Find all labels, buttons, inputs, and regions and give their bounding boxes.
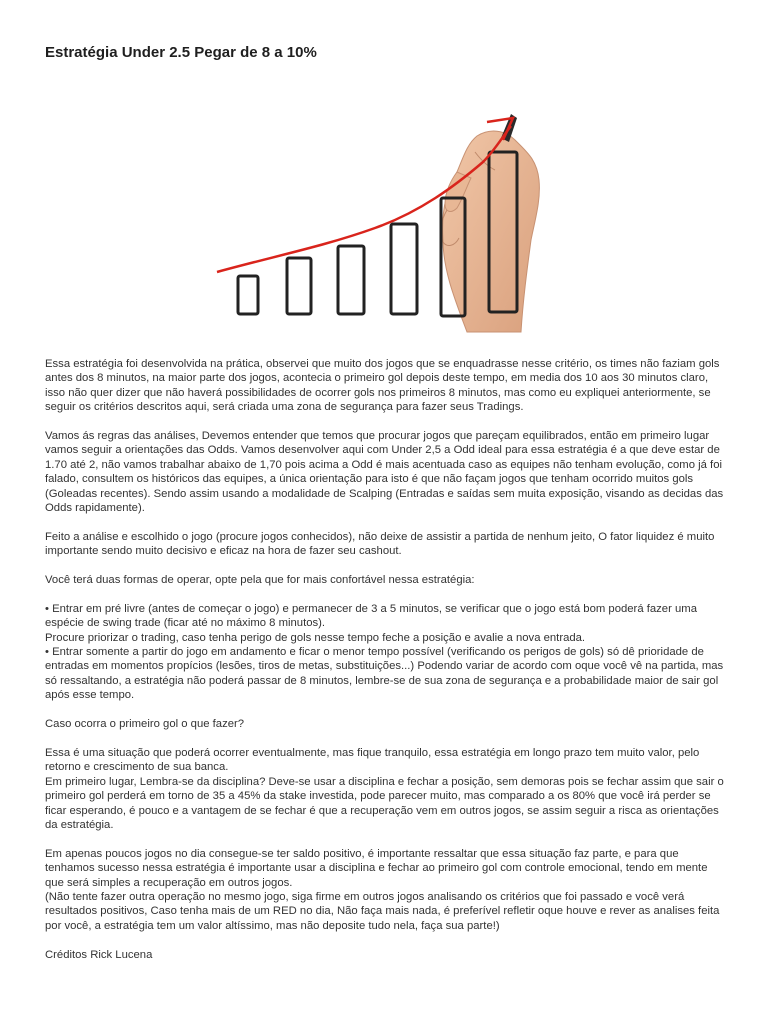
paragraph-options — [45, 602, 725, 703]
bar-2 — [287, 258, 311, 314]
option-pre-live-note: Procure priorizar o trading, caso tenha perigo de gols nesse tempo feche a posição e avalie a nova entrada. — [45, 631, 586, 644]
bar-1 — [238, 276, 258, 314]
conclusion-text: Em apenas poucos jogos no dia consegue-se ter saldo positivo, é importante ressaltar que essa situação faz parte, e para que tenhamos sucesso nessa estratégia é importante usar a disciplina e fechar ao primeiro gol com controle emocional, tendo em mente que será simples a recuperação em outros jogos. — [45, 847, 708, 889]
first-goal-intro: Essa é uma situação que poderá ocorrer eventualmente, mas fique tranquilo, essa estratégia em longo prazo tem muito valor, pelo retorno e crescimento de sua banca. — [45, 746, 700, 774]
paragraph-options-intro: Você terá duas formas de operar, opte pela que for mais confortável nessa estratégia: — [45, 574, 475, 587]
paragraph-intro: Essa estratégia foi desenvolvida na prática, observei que muito dos jogos que se enquadrasse nesse critério, os times não faziam gols antes dos 8 minutos, na maior parte dos jogos, acontecia o primeiro gol depois deste tempo, em media dos 10 aos 30 minutos claro, isso não quer dizer que não haverá possibilidades de ocorrer gols nos primeiros 8 minutos, mas como eu expliquei anteriormente, se seguir os critérios descritos aqui, será criada uma zona de segurança para fazer seus Tradings. — [45, 358, 720, 414]
credits: Créditos Rick Lucena — [45, 948, 153, 961]
paragraph-liquidity: Feito a análise e escolhido o jogo (procure jogos conhecidos), não deixe de assistir a partida de nenhum jeito, O fator liquidez é muito importante sendo muito decisivo e eficaz na hora de fazer seu cashout. — [45, 530, 715, 558]
paragraph-conclusion — [45, 847, 725, 933]
option-in-play: • Entrar somente a partir do jogo em andamento e ficar o menor tempo possível (verificando os perigos de gols) só dê prioridade de entradas em momentos propícios (lesões, tiros de metas, substituições...) Podendo variar de acordo com oque você vê na partida, mas só ressaltando, a estratégia não poderá passar de 8 minutos, lembre-se de sua zona de segurança e a probabilidade maior de sair gol após esse tempo. — [45, 646, 724, 702]
article-body — [45, 357, 725, 976]
option-pre-live: • Entrar em pré livre (antes de começar o jogo) e permanecer de 3 a 5 minutos, se verificar que o jogo está bom poderá fazer uma espécie de swing trade (ficar até no máximo 8 minutos). — [45, 602, 697, 630]
first-goal-discipline: Em primeiro lugar, Lembra-se da disciplina? Deve-se usar a disciplina e fechar a posição, sem demoras pois se fechar assim que sair o primeiro gol perderá em torno de 35 a 45% da stake investida, pode parecer muito, mas comparado a os 80% que você irá perder se ficar esperando, é pouco e a vantagem de se fechar é que a recuperação vem em outros jogos, se assim seguir a risca as orientações da estratégia. — [45, 775, 724, 831]
growth-chart-hand-drawing-icon — [205, 100, 560, 340]
paragraph-question: Caso ocorra o primeiro gol o que fazer? — [45, 718, 245, 731]
paragraph-first-goal — [45, 746, 725, 832]
bar-3 — [338, 246, 364, 314]
growth-chart-illustration — [205, 100, 560, 340]
page-title: Estratégia Under 2.5 Pegar de 8 a 10% — [45, 44, 317, 61]
conclusion-note: (Não tente fazer outra operação no mesmo jogo, siga firme em outros jogos analisando os critérios que foi passado e você verá resultados positivos, Caso tenha mais de um RED no dia, Não faça mais nada, é preferível refletir oque houve e rever as analises feita por você, a estratégia tem um valor altíssimo, mas não deposite tudo nela, faça sua parte!) — [45, 890, 720, 932]
paragraph-rules: Vamos ás regras das análises, Devemos entender que temos que procurar jogos que pareçam equilibrados, então em primeiro lugar vamos seguir a orientações das Odds. Vamos desenvolver aqui com Under 2,5 a Odd ideal para essa estratégia é a que deve estar de 1.70 até 2, não vamos trabalhar abaixo de 1,70 pois acima a Odd é mais acentuada caso as equipes não tenham evolução, como já foi falado, consultem os históricos das equipes, a única orientação para isto é que não façam jogos que tenham ocorrido muitos gols (Goleadas recentes). Sendo assim usando a modalidade de Scalping (Entradas e saídas sem muita exposição, visando as decidas das Odds rapidamente). — [45, 430, 724, 515]
bar-4 — [391, 224, 417, 314]
